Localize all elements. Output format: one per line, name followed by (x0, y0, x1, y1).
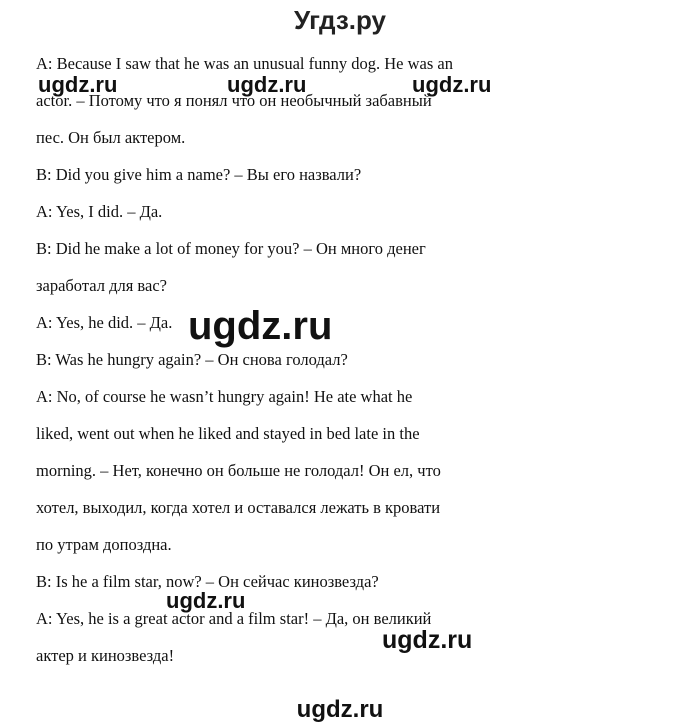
watermark: ugdz.ru (166, 588, 246, 613)
dialogue-line: A: Yes, I did. – Да. (36, 202, 163, 221)
watermark: ugdz.ru (412, 72, 492, 97)
dialogue-line: B: Is he a film star, now? – Он сейчас кинозвезда? (36, 572, 379, 591)
dialogue-line: актер и кинозвезда! (36, 646, 175, 665)
dialogue-line: B: Did you give him a name? – Вы его назвали? (36, 165, 362, 184)
dialogue-line: morning. – Нет, конечно он больше не голодал! Он ел, что (36, 461, 441, 480)
site-title: Угдз.ру (294, 5, 386, 35)
dialogue-line: A: Yes, he did. – Да. (36, 313, 173, 332)
watermark: ugdz.ru (38, 72, 118, 97)
watermark: ugdz.ru (188, 304, 333, 348)
dialogue-line: хотел, выходил, когда хотел и оставался лежать в кровати (36, 498, 441, 517)
dialogue-line: B: Was he hungry again? – Он снова голодал? (36, 350, 348, 369)
dialogue-line: A: Yes, he is a great actor and a film star! – Да, он великий (36, 609, 432, 628)
dialogue-line: actor. – Потому что я понял что он необычный забавный (36, 91, 432, 110)
dialogue-line: B: Did he make a lot of money for you? – Он много денег (36, 239, 426, 258)
dialogue-line: A: Because I saw that he was an unusual funny dog. He was an (36, 54, 453, 73)
dialogue-text (36, 54, 506, 683)
dialogue-line: по утрам допоздна. (36, 535, 172, 554)
footer-watermark: ugdz.ru (296, 696, 384, 723)
dialogue-line: liked, went out when he liked and stayed in bed late in the (36, 424, 420, 443)
dialogue-line: пес. Он был актером. (36, 128, 186, 147)
dialogue-line: заработал для вас? (36, 276, 167, 295)
watermark: ugdz.ru (382, 626, 473, 654)
watermark: ugdz.ru (227, 72, 307, 97)
dialogue-line: A: No, of course he wasn’t hungry again! He ate what he (36, 387, 413, 406)
